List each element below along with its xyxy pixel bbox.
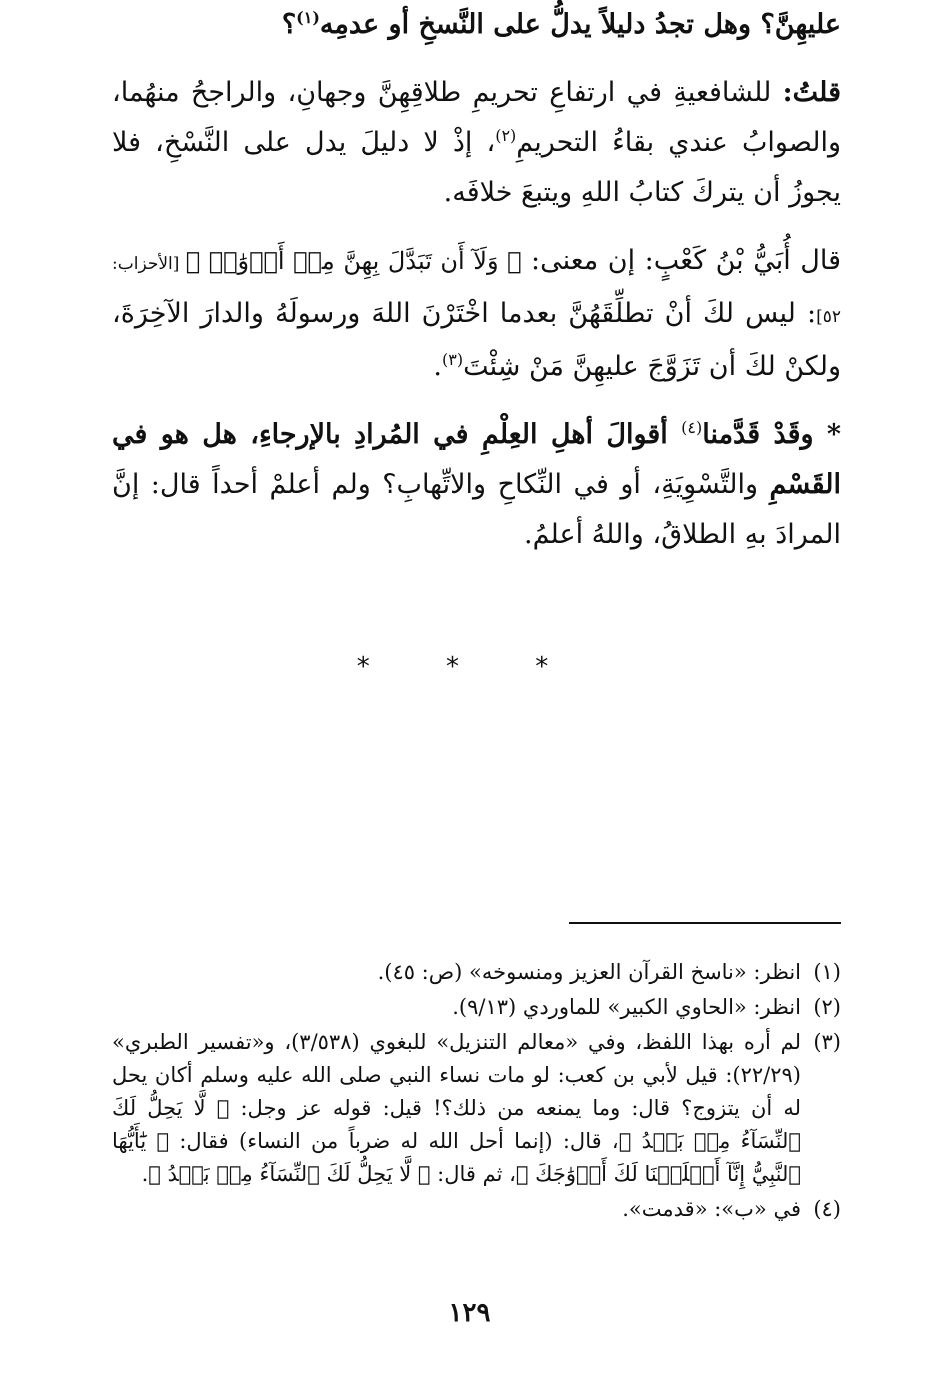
paragraph-1-end: ؟ — [281, 9, 297, 40]
footnote-number: (١) — [813, 960, 841, 984]
footnote-text: لم أره بهذا اللفظ، وفي «معالم التنزيل» للبغوي (٣/٥٣٨)، و«تفسير الطبري» (٢٢/٢٩): قيل لأبي بن كعب: لو مات نساء النبي صلى الله عليه وسلم أكان يحل له أن يتزوج؟ قال: وما يمنعه من ذلك؟! قيل: قوله عز وجل: ﴿ لَّا يَحِلُّ لَكَ ٱلنِّسَآءُ مِنۢ بَعۡدُ ﴾، قال: (إنما أحل الله له ضرباً من النساء) فقال: ﴿ يَٰٓأَيُّهَا ٱلنَّبِيُّ إِنَّآ أَحۡلَلۡنَا لَكَ أَزۡوَٰجَكَ ﴾، ثم قال: ﴿ لَّا يَحِلُّ لَكَ ٱلنِّسَآءُ مِنۢ بَعۡدُ ﴾. — [112, 1030, 802, 1186]
paragraph-4 — [112, 410, 841, 560]
footnote-3 — [112, 1026, 841, 1191]
footnote-ref-1[interactable]: (١) — [296, 8, 320, 27]
paragraph-2 — [112, 68, 841, 218]
paragraph-3-end: . — [433, 351, 442, 382]
footnote-number: (٢) — [813, 995, 841, 1019]
paragraph-3-body: : ليس لكَ أنْ تطلِّقَهُنَّ بعدما اخْتَرْنَ اللهَ ورسولَهُ والدارَ الآخِرَةَ، ولكنْ لكَ أن تَزَوَّجَ عليهِنَّ مَنْ شِئْتَ — [112, 298, 841, 382]
footnote-text: في «ب»: «قدمت». — [622, 1197, 801, 1221]
footnote-divider — [569, 922, 841, 924]
page-number: ١٢٩ — [448, 1298, 491, 1328]
paragraph-2-lead: قلتُ: — [782, 77, 841, 108]
paragraph-1 — [112, 0, 841, 50]
paragraph-4-bold: أقوالَ أهلِ العِلْمِ في المُرادِ بالإرجاءِ، هل هو في القَسْمِ — [112, 419, 841, 500]
footnotes — [112, 956, 841, 1228]
footnote-number: (٤) — [813, 1197, 841, 1221]
footnote-1 — [112, 956, 841, 989]
paragraph-2-end: ، إذْ لا دليلَ يدل على النَّسْخِ، فلا يجوزُ أن يتركَ كتابُ اللهِ ويتبعَ خلافَه. — [112, 127, 841, 208]
paragraph-3 — [112, 236, 841, 392]
footnote-2 — [112, 991, 841, 1024]
footnote-text: انظر: «الحاوي الكبير» للماوردي (٩/١٣). — [452, 995, 801, 1019]
main-text — [112, 0, 841, 560]
footnote-ref-3[interactable]: (٣) — [441, 350, 464, 369]
paragraph-1-text: عليهِنَّ؟ وهل تجدُ دليلاً يدلُّ على النَّسخِ أو عدمِه — [319, 9, 841, 40]
footnote-ref-2[interactable]: (٢) — [495, 126, 517, 145]
footnote-4 — [112, 1193, 841, 1226]
footnote-ref-4[interactable]: (٤) — [681, 418, 703, 437]
section-separator: * * * — [356, 652, 583, 682]
paragraph-4-lead: * وقَدْ قَدَّمنا — [702, 419, 842, 450]
paragraph-3-text: قال أُبَيُّ بْنُ كَعْبٍ: إن معنى: — [521, 245, 841, 276]
paragraph-2-text: للشافعيةِ في ارتفاعِ تحريمِ طلاقِهِنَّ وجهانِ، والراجحُ منهُما، والصوابُ عندي بقاءُ التحريمِ — [112, 77, 842, 158]
surah-reference: [الأحزاب: ٥٢] — [112, 254, 841, 327]
footnote-number: (٣) — [813, 1030, 841, 1054]
quran-verse: ﴿ وَلَآ أَن تَبَدَّلَ بِهِنَّ مِنۡ أَزۡوَٰجٖ ﴾ — [185, 247, 522, 275]
paragraph-4-text: والتَّسْوِيَةِ، أو في النِّكاحِ والاتِّهابِ؟ ولم أعلمْ أحداً قال: إنَّ المرادَ بهِ الطلاقُ، واللهُ أعلمُ. — [112, 469, 841, 550]
footnote-text: انظر: «ناسخ القرآن العزيز ومنسوخه» (ص: ٤٥). — [377, 960, 801, 984]
